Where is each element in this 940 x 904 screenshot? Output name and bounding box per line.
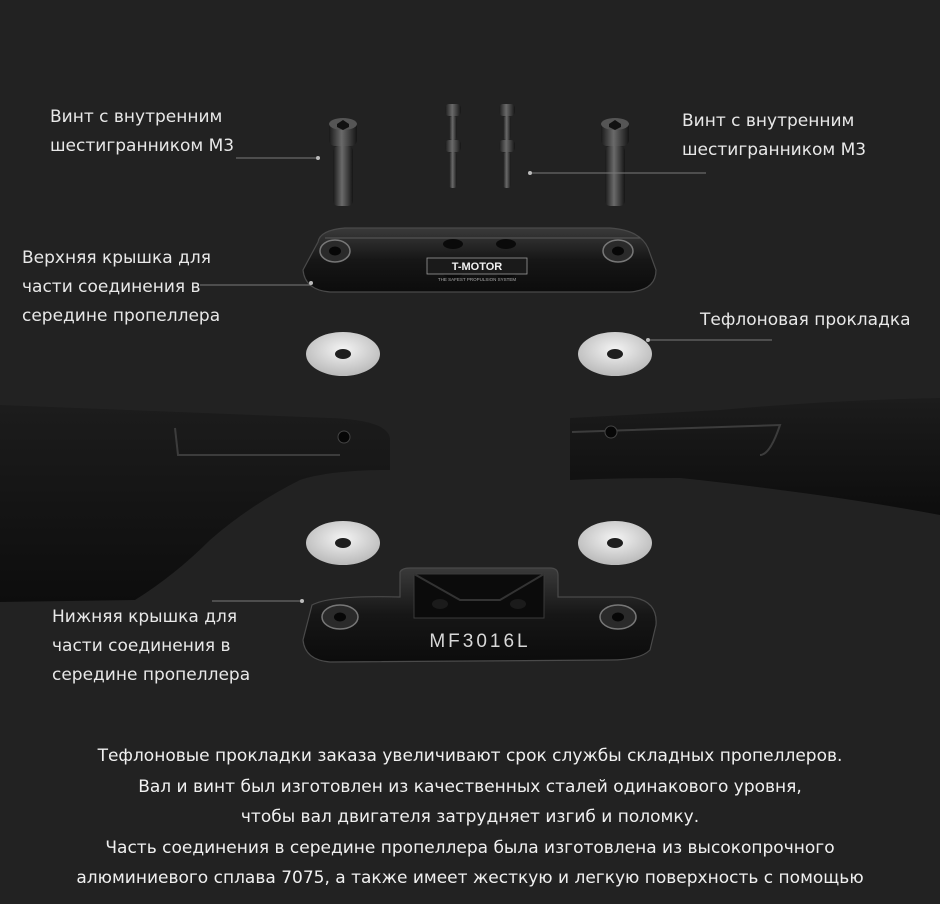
teflon-washer-lower-right bbox=[578, 521, 652, 565]
label-screw-right: Винт с внутренним шестигранником M3 bbox=[682, 111, 867, 160]
label-teflon-washer: Тефлоновая прокладка bbox=[700, 310, 911, 330]
brand-tagline: THE SAFEST PROPULSION SYSTEM bbox=[437, 277, 517, 282]
hex-bolt-left bbox=[329, 118, 357, 206]
top-cover-plate bbox=[303, 228, 656, 292]
small-screws bbox=[445, 104, 515, 188]
description-text: Тефлоновые прокладки заказа увеличивают срок службы складных пропеллеров. Вал и винт был изготовлен из качественных сталей одинакового уровня, чтобы вал двигателя затрудняет изгиб и поломку. Часть соединения в середине пропеллера была изготовлена из высокопрочного алюминиевого сплава 7075, а также имеет жесткую и легкую поверхность с помощью bbox=[76, 746, 864, 888]
propeller-blade-left bbox=[0, 405, 390, 602]
propeller-blade-right bbox=[570, 398, 940, 515]
label-screw-left: Винт с внутренним шестигранником M3 bbox=[50, 107, 235, 156]
label-top-cover: Верхняя крышка для части соединения в середине пропеллера bbox=[22, 248, 221, 326]
hex-bolt-right bbox=[601, 118, 629, 206]
label-bottom-cover: Нижняя крышка для части соединения в середине пропеллера bbox=[52, 607, 251, 685]
brand-logo-text: T-MOTOR bbox=[451, 261, 503, 273]
bottom-cover-plate bbox=[303, 568, 656, 662]
teflon-washer-upper-left bbox=[306, 332, 380, 376]
model-engraving: MF3016L bbox=[429, 631, 531, 652]
leader-lines bbox=[200, 156, 772, 603]
teflon-washer-upper-right bbox=[578, 332, 652, 376]
teflon-washer-lower-left bbox=[306, 521, 380, 565]
